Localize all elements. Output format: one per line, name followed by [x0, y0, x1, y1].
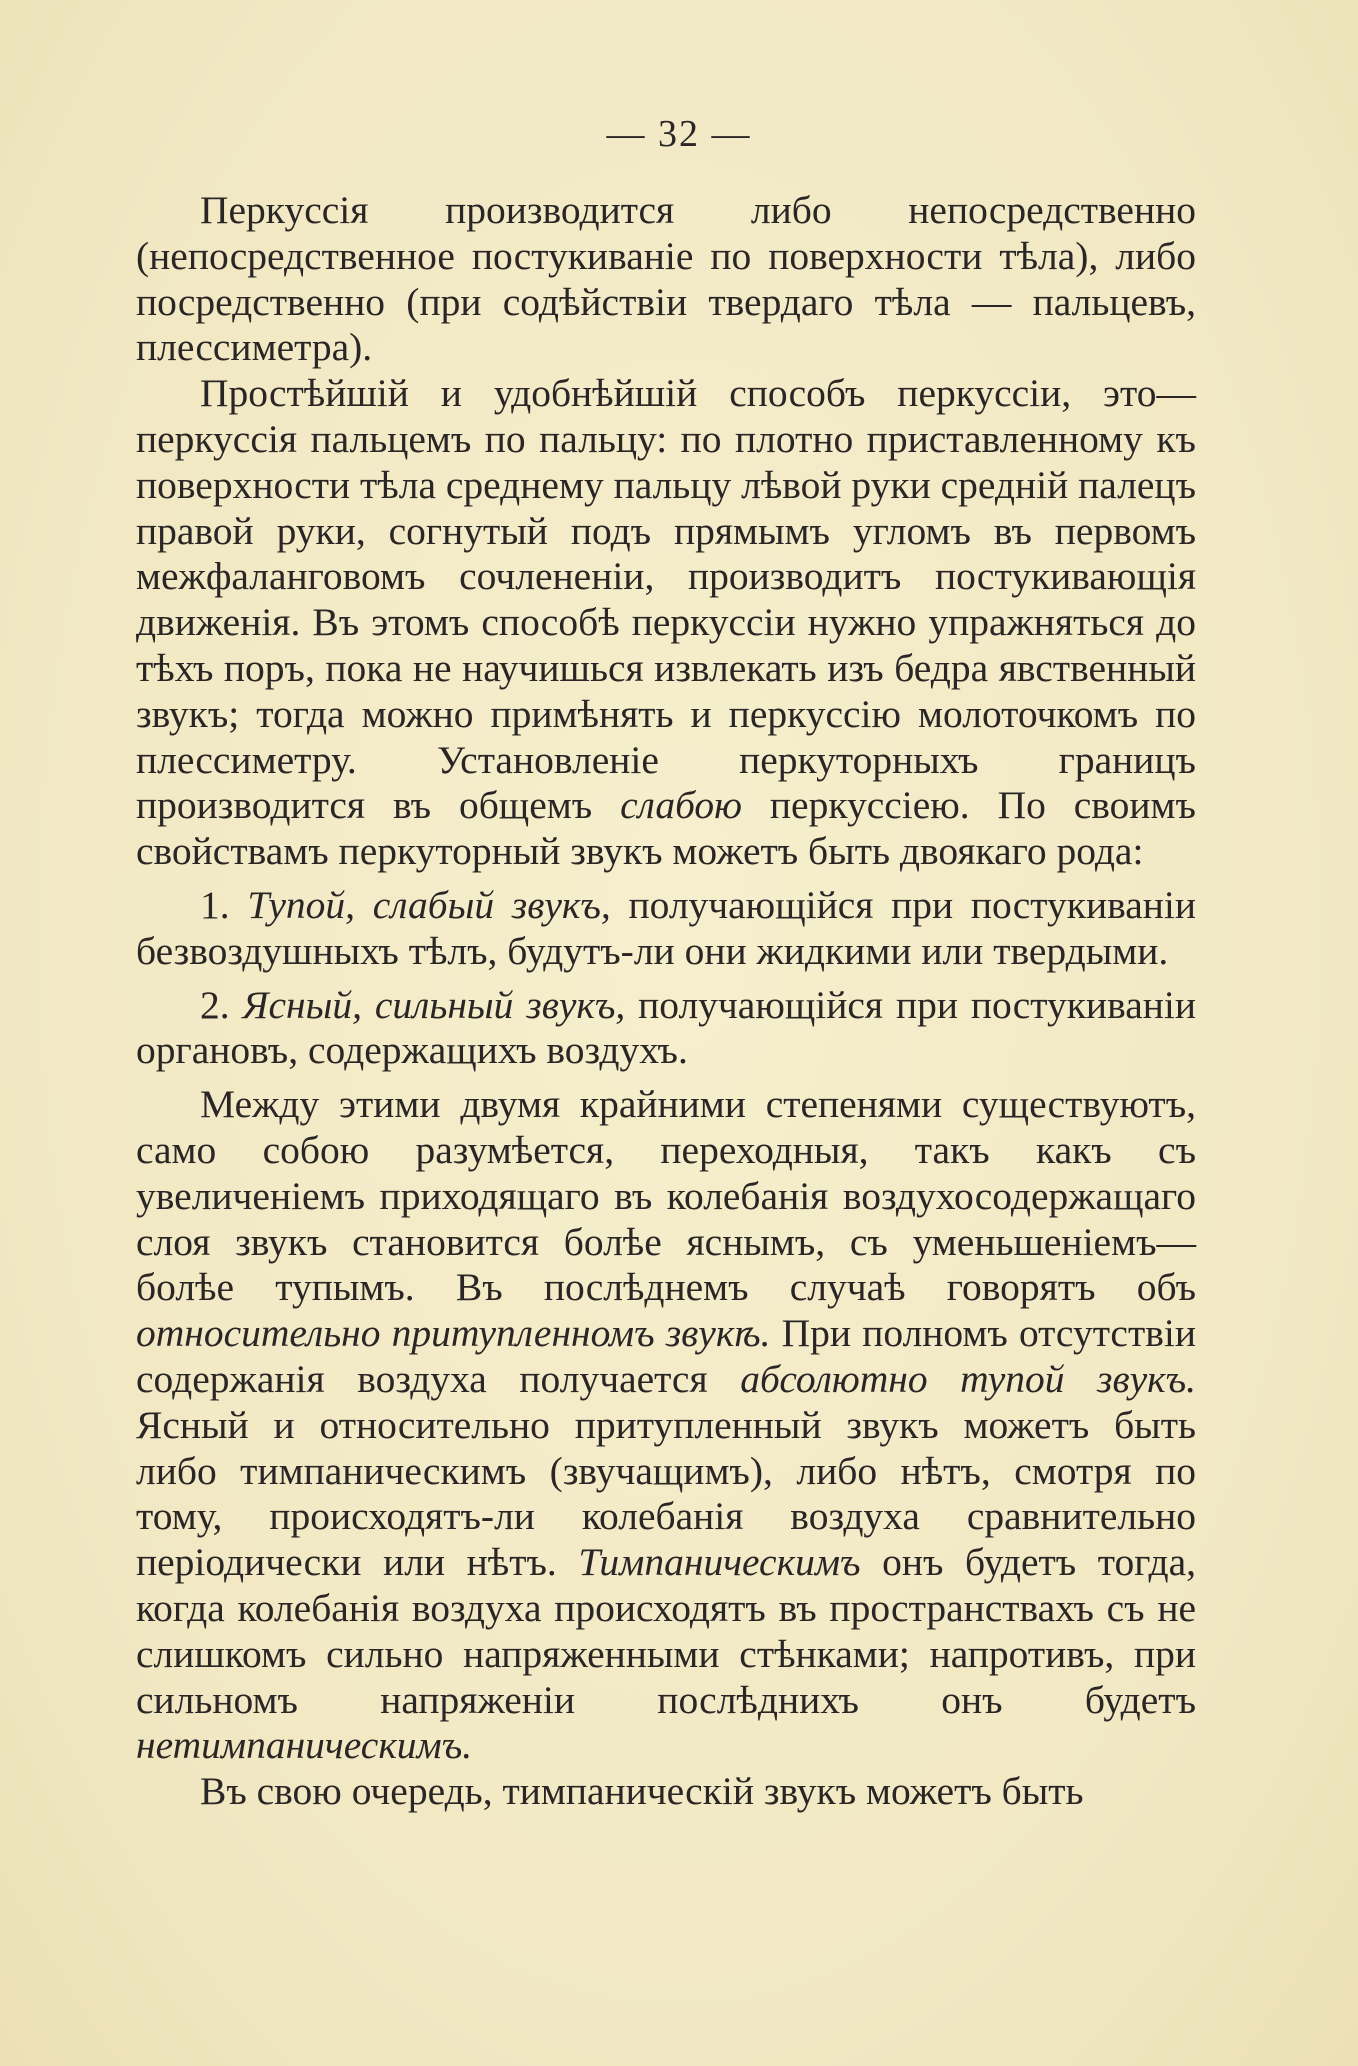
paragraph-3: [136, 1082, 1196, 1769]
list-item-1-text: получающійся при постукиваніи безвоздушныхъ тѣлъ, будутъ-ли они жидкими или твердыми.: [136, 882, 1197, 973]
list-item-2: [136, 983, 1196, 1075]
page-number: — 32 —: [606, 113, 752, 155]
list-item-2-term: Ясный, сильный звукъ,: [242, 982, 626, 1027]
paragraph-1: Перкуссія производится либо непосредственно (непосредственное постукиваніе по поверхности тѣла), либо посредственно (при содѣйствіи твердаго тѣла — пальцевъ, плессиметра).: [136, 188, 1196, 370]
list-item-1: [136, 883, 1196, 975]
paragraph-3-emphasis-3: Тимпаническимъ: [578, 1540, 861, 1585]
body-text: [136, 188, 1196, 1815]
paragraph-3-emphasis-4: нетимпаническимъ.: [136, 1723, 473, 1768]
paragraph-2-text-b: перкуссіею. По своимъ свойствамъ перкуторный звукъ можетъ быть двоякаго рода:: [136, 783, 1196, 874]
list-item-2-number: 2.: [200, 982, 243, 1027]
paragraph-3-emphasis-2: абсолютно тупой звукъ.: [740, 1356, 1197, 1401]
paragraph-3-text-a: Между этими двумя крайними степенями существуютъ, само собою разумѣется, переходныя, такъ какъ съ увеличеніемъ приходящаго въ колебанія воздухосодержащаго слоя звукъ становится болѣе яснымъ, съ уменьшеніемъ—болѣе тупымъ. Въ послѣднемъ случаѣ говорятъ объ: [136, 1082, 1196, 1310]
list-item-1-term: Тупой, слабый звукъ,: [247, 882, 611, 927]
paragraph-2-emphasis: слабою: [620, 783, 743, 828]
paragraph-3-text-d: онъ будетъ тогда, когда колебанія воздуха происходятъ въ пространствахъ съ не слишкомъ сильно напряженными стѣнками; напротивъ, при сильномъ напряженіи послѣднихъ онъ будетъ: [136, 1540, 1196, 1722]
paragraph-2: [136, 371, 1196, 875]
list-item-2-text: получающійся при постукиваніи органовъ, содержащихъ воздухъ.: [136, 982, 1196, 1073]
paragraph-2-text-a: Простѣйшій и удобнѣйшій способъ перкуссіи, это— перкуссія пальцемъ по пальцу: по плотно приставленному къ поверхности тѣла среднему пальцу лѣвой руки средній палецъ правой руки, согнутый подъ прямымъ угломъ въ первомъ межфаланговомъ сочлененіи, производитъ постукивающія движенія. Въ этомъ способѣ перкуссіи нужно упражняться до тѣхъ поръ, пока не научишься извлекать изъ бедра явственный звукъ; тогда можно примѣнять и перкуссію молоточкомъ по плессиметру. Установленіе перкуторныхъ границъ производится въ общемъ: [136, 371, 1196, 828]
paragraph-3-text-b: При полномъ отсутствіи содержанія воздуха получается: [136, 1311, 1196, 1401]
paragraph-3-text-c: Ясный и относительно притупленный звукъ можетъ быть либо тимпаническимъ (звучащимъ), либо нѣтъ, смотря по тому, происходятъ-ли колебанія воздуха сравнительно періодически или нѣтъ.: [136, 1402, 1196, 1585]
paragraph-4: Въ свою очередь, тимпаническій звукъ можетъ быть: [200, 1769, 1084, 1814]
paragraph-3-emphasis-1: относительно притупленномъ звукѣ.: [136, 1311, 771, 1356]
list-item-1-number: 1.: [200, 882, 248, 927]
